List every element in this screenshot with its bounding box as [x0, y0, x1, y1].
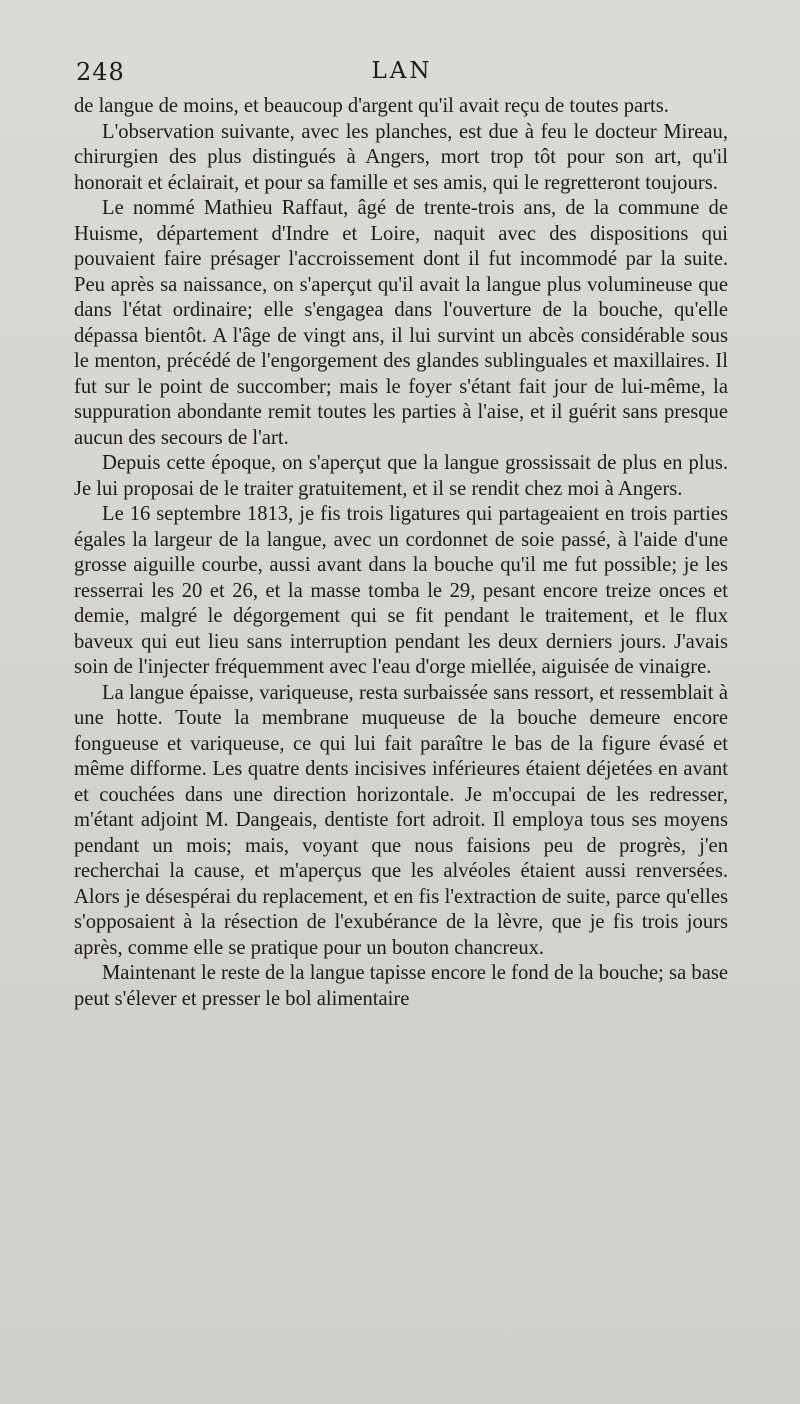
paragraph: Le nommé Mathieu Raffaut, âgé de trente-trois ans, de la commune de Huisme, département d'Indre et Loire, naquit avec des dispositions qui pouvaient faire présager l'accroissement dont il fut incommodé par la suite. Peu après sa naissance, on s'aperçut qu'il avait la langue plus volumineuse que dans l'état ordinaire; elle s'engagea dans l'ouverture de la bouche, qu'elle dépassa bientôt. A l'âge de vingt ans, il lui survint un abcès considérable sous le menton, précédé de l'engorgement des glandes sublinguales et maxillaires. Il fut sur le point de succomber; mais le foyer s'étant fait jour de lui-même, la suppuration abondante remit toutes les parties à l'aise, et il guérit sans presque aucun des secours de l'art.: [74, 197, 728, 449]
page-header: [76, 58, 728, 92]
paragraph: Maintenant le reste de la langue tapisse encore le fond de la bouche; sa base peut s'élever et presser le bol alimentaire: [74, 962, 728, 1010]
body-text: [74, 94, 728, 1012]
running-head: LAN: [371, 58, 433, 84]
paragraph: Depuis cette époque, on s'aperçut que la langue grossissait de plus en plus. Je lui proposai de le traiter gratuitement, et il se rendit chez moi à Angers.: [74, 452, 728, 500]
paragraph: Le 16 septembre 1813, je fis trois ligatures qui partageaient en trois parties égales la largeur de la langue, avec un cordonnet de soie passé, à l'aide d'une grosse aiguille courbe, aussi avant dans la bouche qu'il me fut possible; je les resserrai les 20 et 26, et la masse tomba le 29, pesant encore treize onces et demie, malgré le dégorgement qui se fit pendant le traitement, et le flux baveux qui eut lieu sans interruption pendant les deux derniers jours. J'avais soin de l'injecter fréquemment avec l'eau d'orge miellée, aiguisée de vinaigre.: [74, 503, 728, 678]
paragraph: L'observation suivante, avec les planches, est due à feu le docteur Mireau, chirurgien des plus distingués à Angers, mort trop tôt pour son art, qu'il honorait et éclairait, et pour sa famille et ses amis, qui le regretteront toujours.: [74, 120, 728, 194]
paragraph: La langue épaisse, variqueuse, resta surbaissée sans ressort, et ressemblait à une hotte. Toute la membrane muqueuse de la bouche demeure encore fongueuse et variqueuse, ce qui lui fait paraître le bas de la figure évasé et même difforme. Les quatre dents incisives inférieures étaient déjetées en avant et couchées dans une direction horizontale. Je m'occupai de les redresser, m'étant adjoint M. Dangeais, dentiste fort adroit. Il employa tous ses moyens pendant un mois; mais, voyant que nous faisions peu de progrès, j'en recherchai la cause, et m'aperçus que les alvéoles étaient aussi renversées. Alors je désespérai du replacement, et en fis l'extraction de suite, parce qu'elles s'opposaient à la résection de l'exubérance de la lèvre, que je fis trois jours après, comme elle se pratique pour un bouton chancreux.: [74, 681, 728, 959]
paragraph-continuation: de langue de moins, et beaucoup d'argent qu'il avait reçu de toutes parts.: [74, 95, 669, 117]
page-number: 248: [76, 58, 125, 86]
